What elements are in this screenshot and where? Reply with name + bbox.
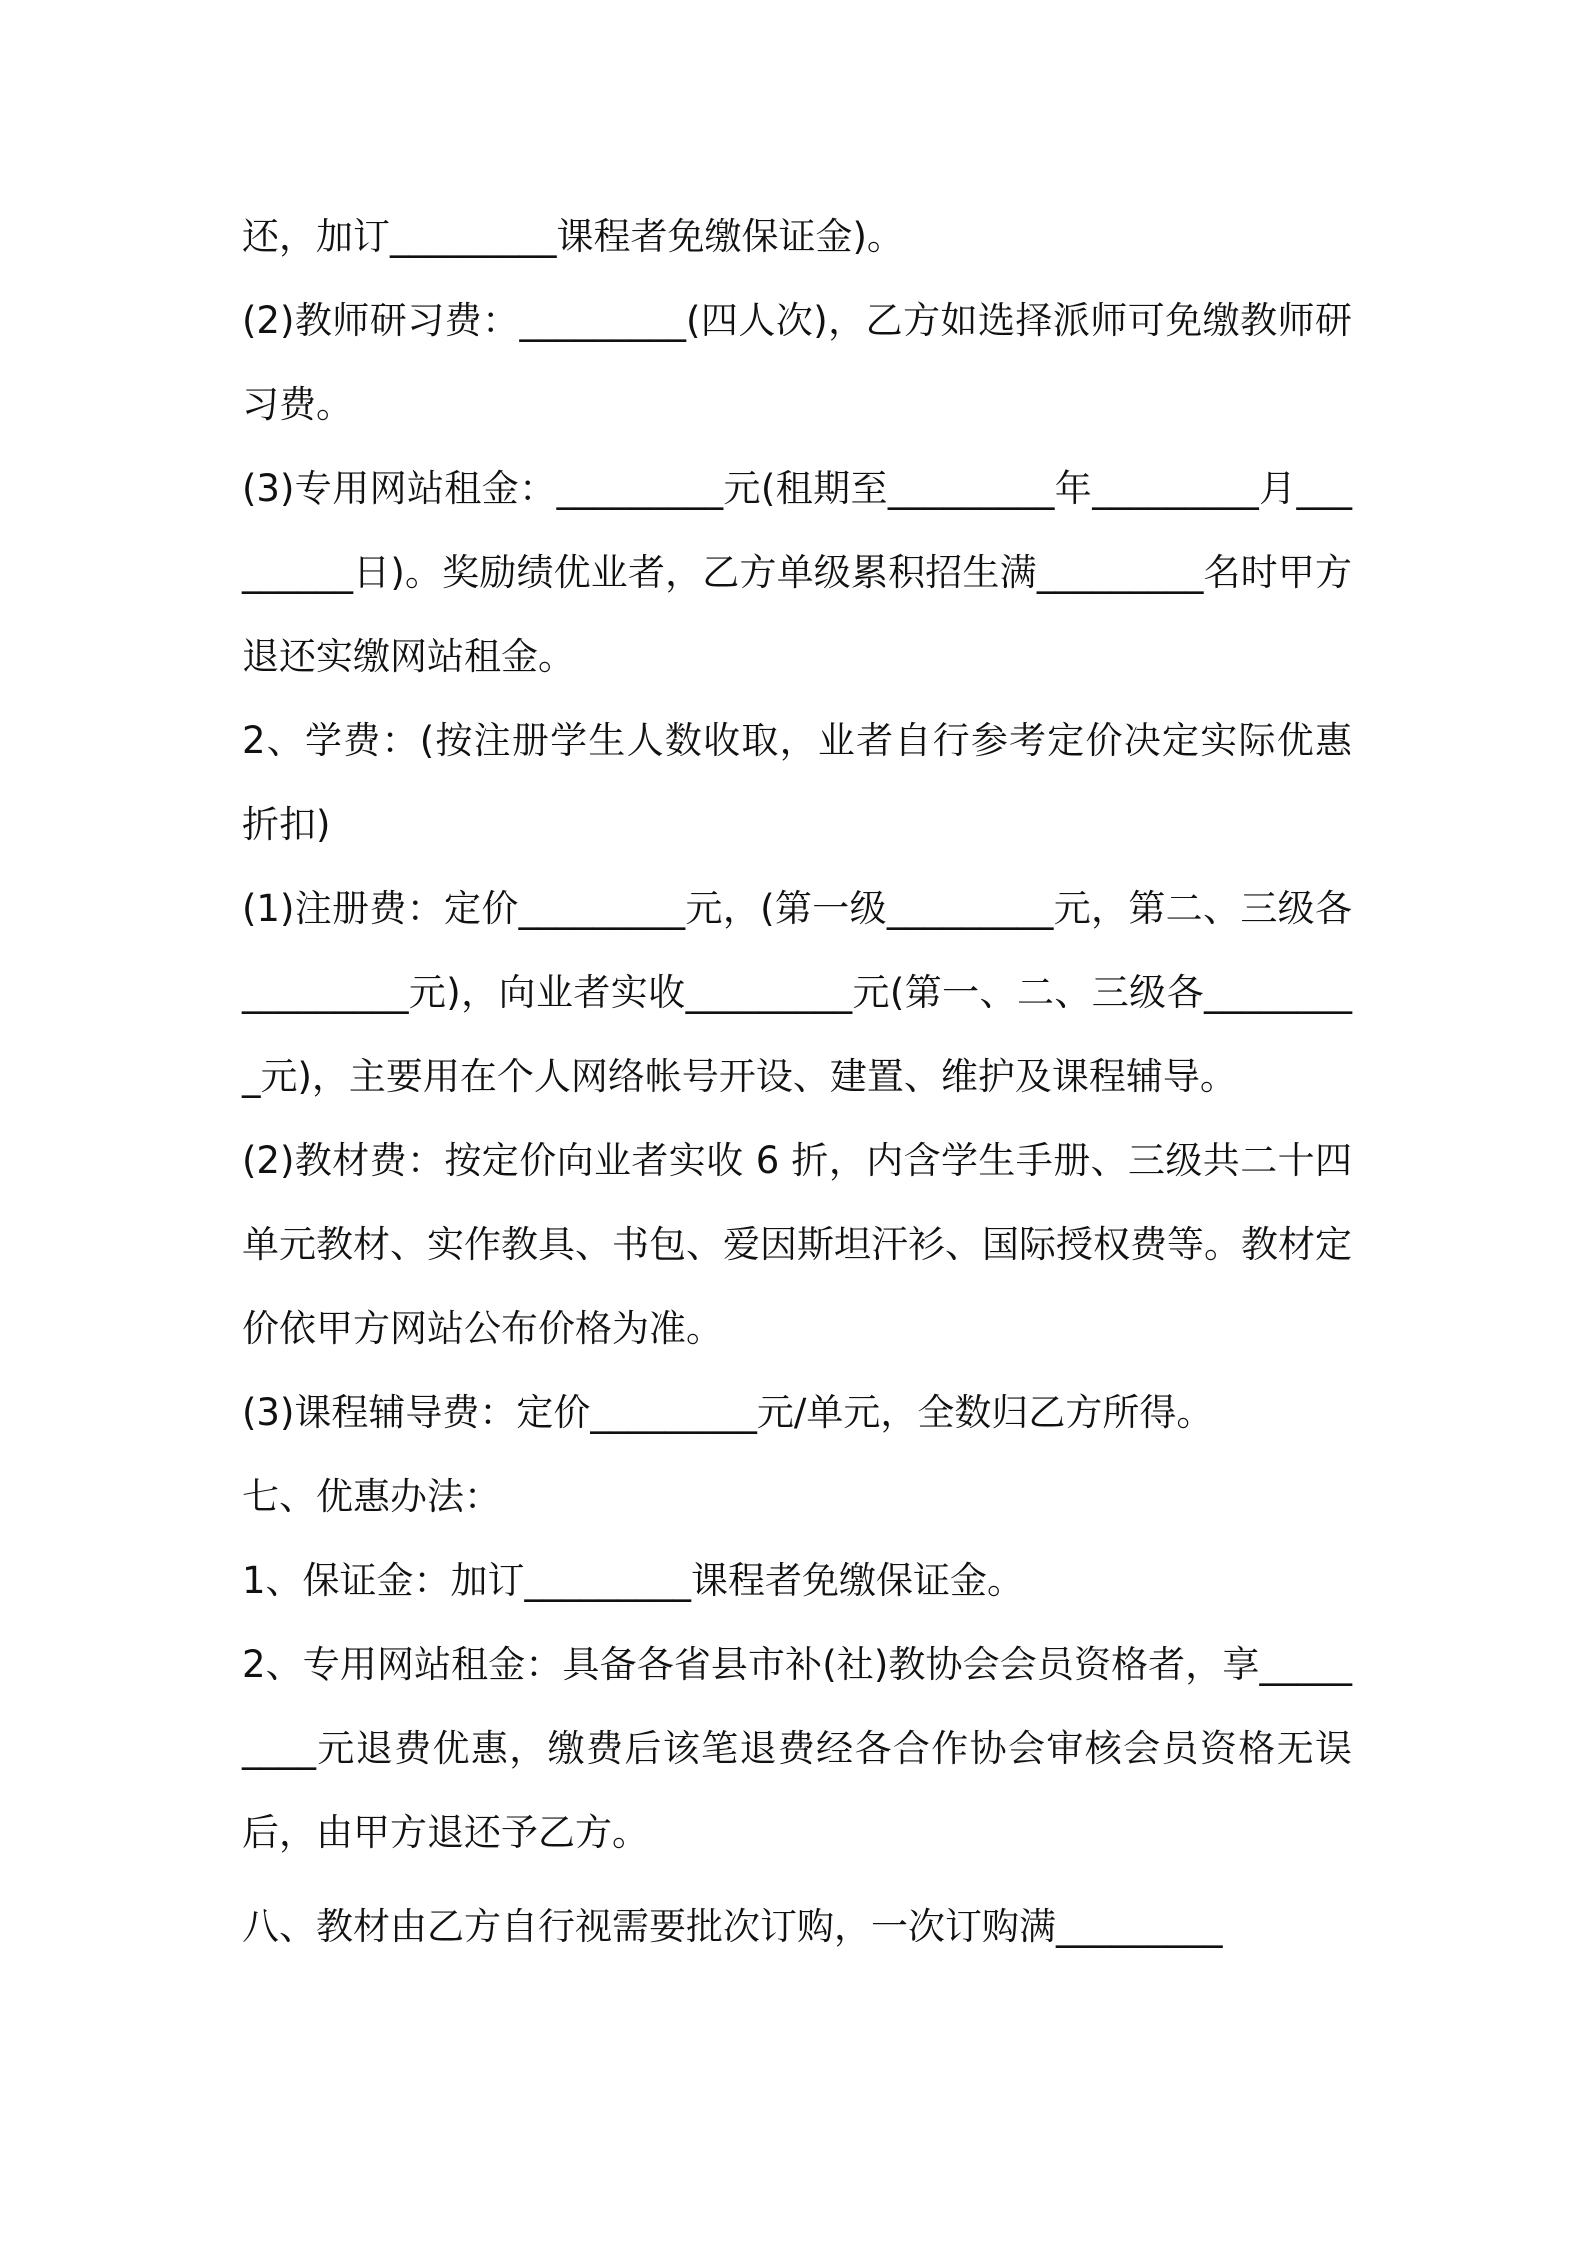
paragraph-teacher-training-fee: (2)教师研习费：_________(四人次)，乙方如选择派师可免缴教师研习费。 (242, 299, 1352, 426)
paragraph-tuition: 2、学费：(按注册学生人数收取，业者自行参考定价决定实际优惠折扣) (242, 719, 1352, 846)
paragraph-tutoring-fee: (3)课程辅导费：定价_________元/单元，全数归乙方所得。 (242, 1391, 1214, 1434)
paragraph-materials-fee: (2)教材费：按定价向业者实收 6 折，内含学生手册、三级共二十四单元教材、实作教具、书包、爱因斯坦汗衫、国际授权费等。教材定价依甲方网站公布价格为准。 (242, 1139, 1352, 1350)
paragraph-deposit-continued: 还，加订_________课程者免缴保证金)。 (242, 215, 904, 258)
paragraph-website-rent: (3)专用网站租金：_________元(租期至_________年_________月_________日)。奖励绩优业者，乙方单级累积招生满_________名时甲方退还实缴网站租金。 (242, 467, 1352, 678)
document-body (242, 195, 1352, 1969)
section-heading-materials-ordering: 八、教材由乙方自行视需要批次订购，一次订购满_________ (242, 1905, 1223, 1948)
paragraph-registration-fee: (1)注册费：定价_________元，(第一级_________元，第二、三级各_________元)，向业者实收_________元(第一、二、三级各_________元)，主要用在个人网络帐号开设、建置、维护及课程辅导。 (242, 887, 1352, 1098)
paragraph-website-rent-discount: 2、专用网站租金：具备各省县市补(社)教协会会员资格者，享_________元退费优惠，缴费后该笔退费经各合作协会审核会员资格无误后，由甲方退还予乙方。 (242, 1643, 1352, 1854)
paragraph-deposit-discount: 1、保证金：加订_________课程者免缴保证金。 (242, 1559, 1025, 1602)
section-heading-discounts: 七、优惠办法： (242, 1475, 501, 1518)
